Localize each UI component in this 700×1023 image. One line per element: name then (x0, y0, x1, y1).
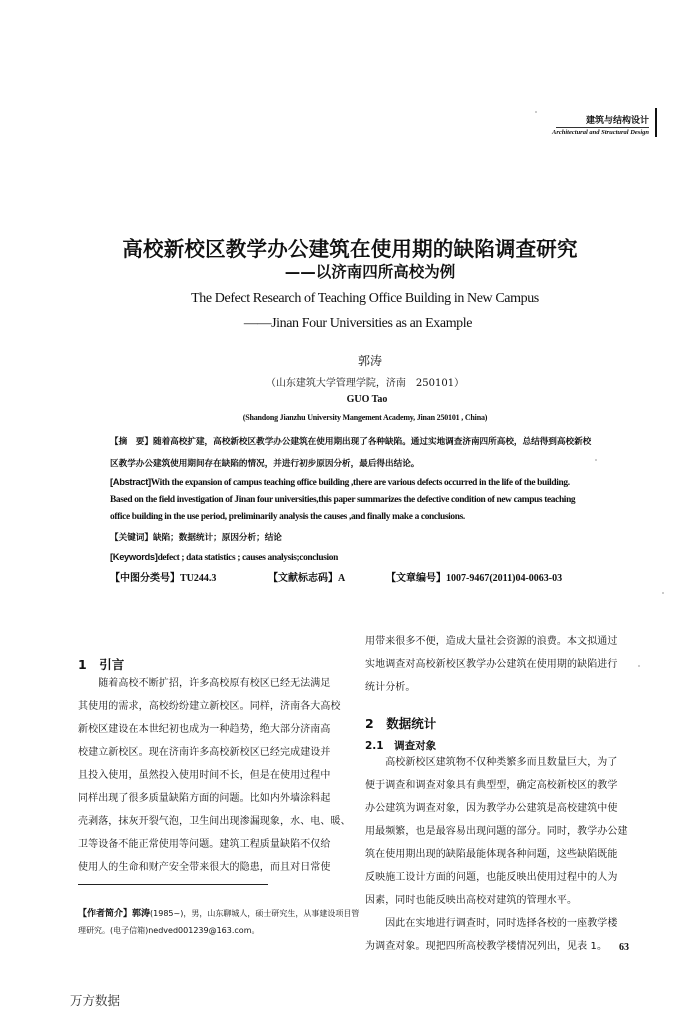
body-line: 用最频繁，也是最容易出现问题的部分。同时，教学办公建 (365, 826, 628, 837)
abstract-en-line: office building in the use period, preliminarily analysis the causes ,and finally make a conclusions. (110, 512, 465, 522)
section-2-heading: 2 数据统计 (365, 716, 437, 731)
body-line: 便于调查和调查对象具有典型型，确定高校新校区的教学 (365, 780, 618, 791)
body-line: 校建立新校区。现在济南许多高校新校区已经完成建设并 (78, 747, 331, 758)
article-number-value: 1007-9467(2011)04-0063-03 (446, 573, 563, 584)
scan-speck (662, 592, 664, 594)
scan-speck (638, 665, 640, 667)
paper-title-en: The Defect Research of Teaching Office Building in New Campus (191, 291, 539, 306)
clc-label: 【中图分类号】 (110, 573, 180, 584)
section-1-heading: 1 引言 (78, 657, 125, 672)
body-line: 用带来很多不便，造成大量社会资源的浪费。本文拟通过 (365, 636, 618, 647)
journal-name-en: Architectural and Structural Design (552, 129, 649, 136)
clc-value: TU244.3 (180, 573, 217, 584)
document-code (268, 569, 345, 584)
clc-number (110, 569, 216, 584)
scan-speck (535, 111, 537, 113)
scan-speck (595, 459, 597, 461)
footnote-line (78, 905, 360, 923)
article-number (386, 569, 562, 584)
footnote-author-name: 郭涛 (132, 909, 151, 919)
abstract-en-line (110, 476, 650, 489)
section-2-1-heading: 2.1 调查对象 (365, 740, 437, 752)
abstract-en-text: With the expansion of campus teaching office building ,there are various defects occurred in the life of the building. (150, 478, 570, 488)
journal-running-head (552, 108, 657, 137)
footnote-author-info: (1985~)，男，山东聊城人，硕士研究生，从事建设项目管 (150, 909, 360, 918)
body-line: 壳剥落，抹灰开裂气泡，卫生间出现渗漏现象，水、电、暖、 (78, 816, 351, 827)
keywords-en-label: [Keywords] (110, 551, 158, 562)
keywords-en (110, 551, 650, 564)
body-line: 为调查对象。现把四所高校教学楼情况列出，见表 1。 (365, 941, 608, 952)
author-name-en: GUO Tao (346, 394, 388, 405)
body-line: 卫等设备不能正常使用等问题。建筑工程质量缺陷不仅给 (78, 839, 331, 850)
footnote-divider (78, 884, 268, 885)
body-line: 且投入使用，虽然投入使用时间不长，但是在使用过程中 (78, 770, 331, 781)
body-line: 高校新校区建筑物不仅种类繁多而且数量巨大，为了 (365, 757, 618, 768)
footnote-line: 理研究。(电子信箱)nedved001239@163.com。 (78, 926, 260, 935)
section-2-body (365, 751, 642, 958)
body-line: 新校区建设在本世纪初也成为一种趋势，绝大部分济南高 (78, 724, 331, 735)
paper-title-zh: 高校新校区教学办公建筑在使用期的缺陷调查研究 (122, 237, 578, 261)
paper-subtitle-zh: ——以济南四所高校为例 (284, 263, 456, 281)
body-line: 办公建筑为调查对象，因为教学办公建筑是高校建筑中使 (365, 803, 618, 814)
journal-name-zh: 建筑与结构设计 (556, 116, 649, 128)
body-line: 使用人的生命和财产安全带来很大的隐患，而且对日常使 (78, 862, 331, 873)
abstract-zh-label: 【摘 要】 (110, 437, 153, 447)
body-line: 其使用的需求，高校纷纷建立新校区。同样，济南各大高校 (78, 701, 341, 712)
body-line: 反映施工设计方面的问题，也能反映出使用过程中的人为 (365, 872, 618, 883)
body-line: 同样出现了很多质量缺陷方面的问题。比如内外墙涂料起 (78, 793, 331, 804)
abstract-zh-text: 随着高校扩建，高校新校区教学办公建筑在使用期出现了各种缺陷。通过实地调查济南四所高校，总结得到高校新校 (152, 437, 592, 447)
body-line: 因此在实地进行调查时，同时选择各校的一座教学楼 (365, 918, 618, 929)
keywords-en-value: defect ; data statistics ; causes analysis;conclusion (157, 553, 338, 563)
paper-subtitle-en: ——Jinan Four Universities as an Example (243, 316, 473, 331)
body-line: 随着高校不断扩招，许多高校原有校区已经无法满足 (78, 678, 331, 689)
keywords-zh (110, 532, 640, 544)
wanfang-watermark: 万方数据 (70, 993, 121, 1008)
body-line: 统计分析。 (365, 682, 416, 693)
document-code-label: 【文献标志码】 (268, 573, 338, 584)
abstract-zh-line (110, 436, 640, 448)
document-code-value: A (338, 573, 346, 584)
abstract-zh-line: 区教学办公建筑使用期间存在缺陷的情况，并进行初步原因分析，最后得出结论。 (110, 459, 420, 469)
author-affiliation-zh: （山东建筑大学管理学院，济南 250101） (265, 378, 465, 389)
keywords-zh-value: 缺陷；数据统计；原因分析；结论 (152, 533, 282, 543)
article-number-label: 【文章编号】 (386, 573, 446, 584)
keywords-zh-label: 【关键词】 (110, 533, 153, 543)
body-line: 因素，同时也能反映出高校对建筑的管理水平。 (365, 895, 578, 906)
body-line: 筑在使用期出现的缺陷最能体现各种问题，这些缺陷既能 (365, 849, 618, 860)
abstract-en-line: Based on the field investigation of Jinan four universities,this paper summarizes the defective condition of new campus teaching (110, 495, 576, 505)
page-number: 63 (619, 942, 629, 953)
author-name-zh: 郭涛 (357, 354, 382, 368)
abstract-en-label: [Abstract] (110, 476, 151, 487)
author-affiliation-en: (Shandong Jianzhu University Mangement Academy, Jinan 250101 , China) (242, 413, 488, 422)
footnote-label: 【作者简介】 (78, 909, 133, 919)
body-line: 实地调查对高校新校区教学办公建筑在使用期的缺陷进行 (365, 659, 618, 670)
section-1-continued (365, 630, 642, 699)
section-1-body (78, 672, 351, 879)
